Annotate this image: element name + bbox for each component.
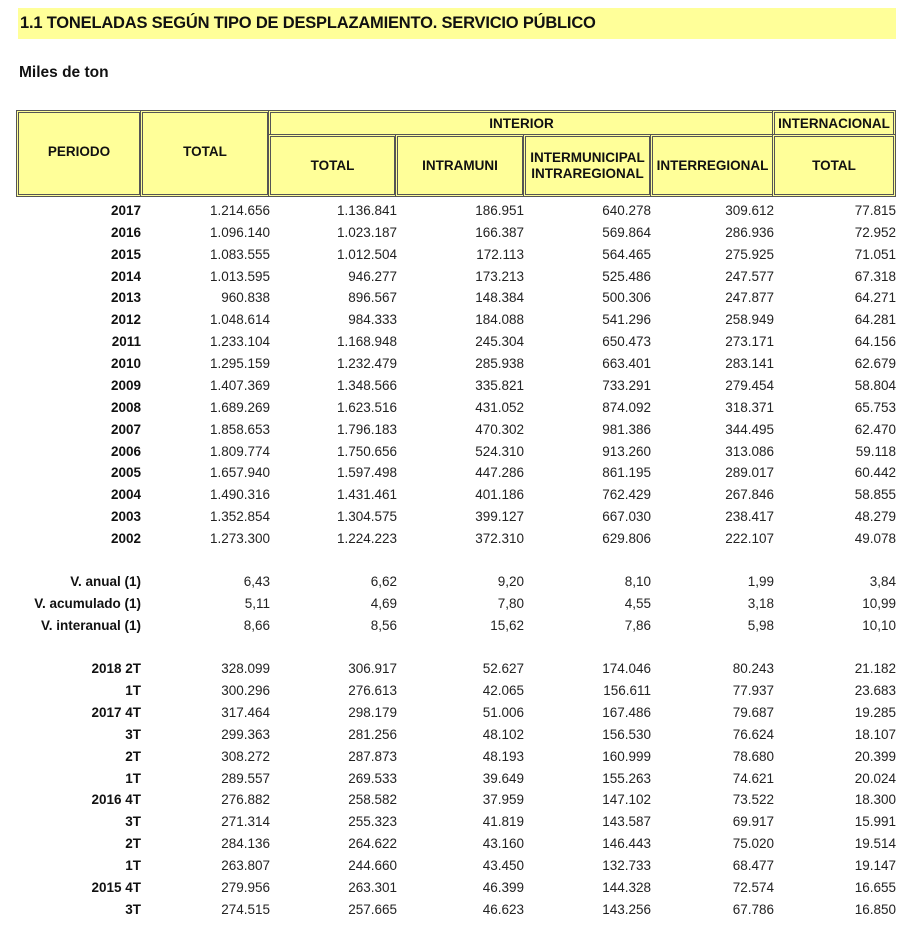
value-cell: 77.937 [732, 682, 774, 698]
value-cell: 49.078 [854, 531, 896, 547]
value-cell: 16.850 [854, 901, 896, 917]
value-cell: 1.431.461 [336, 487, 397, 503]
value-cell: 1.232.479 [336, 356, 397, 372]
value-cell: 15.991 [854, 814, 896, 830]
value-cell: 6,62 [370, 574, 397, 589]
value-cell: 629.806 [602, 531, 651, 547]
value-cell: 46.623 [482, 901, 524, 917]
value-cell: 1.304.575 [336, 509, 397, 525]
value-cell: 143.587 [602, 814, 651, 830]
header-periodo: PERIODO [16, 110, 142, 197]
period-cell: 1T [125, 858, 141, 874]
value-cell: 328.099 [221, 661, 270, 676]
annual-row [0, 223, 916, 245]
value-cell: 144.328 [602, 880, 651, 895]
value-cell: 247.877 [725, 290, 774, 306]
value-cell: 37.959 [482, 792, 524, 808]
period-cell: 2003 [110, 509, 141, 525]
annual-row [0, 485, 916, 507]
value-cell: 306.917 [348, 661, 397, 676]
value-cell: 344.495 [725, 421, 774, 437]
value-cell: 148.384 [475, 290, 524, 306]
value-cell: 52.627 [482, 661, 524, 676]
value-cell: 3,18 [747, 596, 774, 611]
period-cell: 2015 4T [91, 880, 141, 895]
quarterly-row [0, 790, 916, 812]
value-cell: 4,69 [370, 596, 397, 611]
value-cell: 1.796.183 [336, 421, 397, 437]
value-cell: 60.442 [854, 465, 896, 481]
value-cell: 184.088 [475, 312, 524, 328]
period-cell: 2007 [110, 421, 141, 437]
value-cell: 271.314 [221, 814, 270, 830]
value-cell: 143.256 [602, 901, 651, 917]
value-cell: 247.577 [725, 268, 774, 284]
period-cell: 3T [125, 901, 141, 917]
value-cell: 650.473 [602, 334, 651, 350]
period-cell: 2015 [110, 246, 141, 262]
value-cell: 7,86 [624, 618, 651, 633]
period-cell: 2011 [111, 334, 141, 350]
period-cell: 2013 [110, 290, 141, 306]
value-cell: 245.304 [475, 334, 524, 350]
value-cell: 174.046 [602, 661, 651, 676]
value-cell: 276.882 [221, 792, 270, 808]
value-cell: 132.733 [602, 858, 651, 874]
value-cell: 18.300 [854, 792, 896, 808]
annual-row [0, 201, 916, 223]
value-cell: 62.679 [854, 356, 896, 372]
value-cell: 10,99 [862, 596, 896, 611]
value-cell: 64.156 [854, 334, 896, 350]
value-cell: 470.302 [475, 421, 524, 437]
value-cell: 71.051 [854, 246, 896, 262]
value-cell: 1.689.269 [209, 399, 270, 415]
value-cell: 155.263 [602, 770, 651, 786]
annual-row [0, 442, 916, 464]
value-cell: 1.750.656 [336, 443, 397, 459]
period-cell: 2014 [110, 268, 141, 284]
value-cell: 861.195 [602, 465, 651, 481]
value-cell: 67.786 [732, 901, 774, 917]
value-cell: 981.386 [602, 421, 651, 437]
value-cell: 8,66 [243, 618, 270, 633]
value-cell: 16.655 [854, 880, 896, 895]
value-cell: 946.277 [348, 268, 397, 284]
value-cell: 160.999 [602, 748, 651, 764]
value-cell: 896.567 [348, 290, 397, 306]
period-cell: 2016 [110, 224, 141, 240]
value-cell: 1.096.140 [209, 224, 270, 240]
annual-row [0, 288, 916, 310]
annual-row [0, 529, 916, 551]
header-interregional: INTERREGIONAL [650, 134, 775, 197]
value-cell: 500.306 [602, 290, 651, 306]
quarterly-row [0, 659, 916, 681]
value-cell: 238.417 [725, 509, 774, 525]
value-cell: 960.838 [221, 290, 270, 306]
value-cell: 309.612 [725, 203, 774, 218]
period-cell: 2017 4T [91, 704, 141, 720]
value-cell: 1.013.595 [209, 268, 270, 284]
value-cell: 10,10 [862, 618, 896, 633]
value-cell: 283.141 [725, 356, 774, 372]
value-cell: 874.092 [602, 399, 651, 415]
value-cell: 20.399 [854, 748, 896, 764]
value-cell: 18.107 [854, 726, 896, 742]
value-cell: 74.621 [732, 770, 774, 786]
period-cell: 2006 [110, 443, 141, 459]
value-cell: 263.807 [221, 858, 270, 874]
quarterly-row [0, 747, 916, 769]
value-cell: 147.102 [602, 792, 651, 808]
value-cell: 1,99 [747, 574, 774, 589]
value-cell: 667.030 [602, 509, 651, 525]
header-intermunicipal-line1: INTERMUNICIPAL [530, 149, 645, 165]
value-cell: 762.429 [602, 487, 651, 503]
header-interior: INTERIOR [268, 110, 775, 137]
quarterly-row [0, 769, 916, 791]
value-cell: 69.917 [732, 814, 774, 830]
value-cell: 1.083.555 [209, 246, 270, 262]
value-cell: 43.160 [482, 836, 524, 852]
value-cell: 313.086 [725, 443, 774, 459]
value-cell: 279.956 [221, 880, 270, 895]
value-cell: 1.023.187 [336, 224, 397, 240]
quarterly-row [0, 900, 916, 922]
annual-row [0, 310, 916, 332]
value-cell: 663.401 [602, 356, 651, 372]
value-cell: 258.582 [348, 792, 397, 808]
annual-row [0, 354, 916, 376]
value-cell: 3,84 [869, 574, 896, 589]
period-cell: 2009 [110, 377, 141, 393]
period-cell: 3T [125, 814, 141, 830]
value-cell: 984.333 [348, 312, 397, 328]
header-internacional: INTERNACIONAL [772, 110, 896, 137]
value-cell: 372.310 [475, 531, 524, 547]
value-cell: 300.296 [221, 682, 270, 698]
value-cell: 6,43 [243, 574, 270, 589]
quarterly-row [0, 856, 916, 878]
value-cell: 19.147 [854, 858, 896, 874]
value-cell: 51.006 [482, 704, 524, 720]
value-cell: 267.846 [725, 487, 774, 503]
value-cell: 257.665 [348, 901, 397, 917]
value-cell: 76.624 [732, 726, 774, 742]
value-cell: 48.279 [854, 509, 896, 525]
annual-row [0, 507, 916, 529]
value-cell: 173.213 [475, 268, 524, 284]
header-intermunicipal [523, 134, 652, 197]
value-cell: 1.273.300 [209, 531, 270, 547]
value-cell: 15,62 [490, 618, 524, 633]
period-cell: 2005 [110, 465, 141, 481]
annual-row [0, 463, 916, 485]
value-cell: 7,80 [497, 596, 524, 611]
value-cell: 308.272 [221, 748, 270, 764]
value-cell: 62.470 [854, 421, 896, 437]
value-cell: 72.574 [732, 880, 774, 895]
value-cell: 255.323 [348, 814, 397, 830]
value-cell: 318.371 [725, 399, 774, 415]
value-cell: 1.858.653 [209, 421, 270, 437]
period-cell: 1T [125, 682, 141, 698]
value-cell: 286.936 [725, 224, 774, 240]
header-intermunicipal-line2: INTRAREGIONAL [531, 165, 644, 181]
value-cell: 75.020 [732, 836, 774, 852]
period-cell: 2012 [110, 312, 141, 328]
value-cell: 640.278 [602, 203, 651, 218]
value-cell: 156.530 [602, 726, 651, 742]
value-cell: 41.819 [482, 814, 524, 830]
value-cell: 1.233.104 [209, 334, 270, 350]
value-cell: 46.399 [482, 880, 524, 895]
value-cell: 20.024 [854, 770, 896, 786]
period-cell: 2004 [110, 487, 141, 503]
value-cell: 8,56 [370, 618, 397, 633]
title-banner [18, 8, 896, 39]
quarterly-row [0, 703, 916, 725]
period-cell: 2018 2T [91, 661, 141, 676]
value-cell: 1.809.774 [209, 443, 270, 459]
value-cell: 284.136 [221, 836, 270, 852]
value-cell: 269.533 [348, 770, 397, 786]
value-cell: 79.687 [732, 704, 774, 720]
value-cell: 68.477 [732, 858, 774, 874]
value-cell: 1.168.948 [336, 334, 397, 350]
quarterly-row [0, 725, 916, 747]
value-cell: 166.387 [475, 224, 524, 240]
value-cell: 399.127 [475, 509, 524, 525]
value-cell: 65.753 [854, 399, 896, 415]
value-cell: 1.352.854 [209, 509, 270, 525]
value-cell: 222.107 [725, 531, 774, 547]
value-cell: 167.486 [602, 704, 651, 720]
variation-row [0, 572, 916, 594]
header-intramuni: INTRAMUNI [395, 134, 525, 197]
table-header [16, 110, 896, 197]
value-cell: 146.443 [602, 836, 651, 852]
value-cell: 258.949 [725, 312, 774, 328]
value-cell: 9,20 [497, 574, 524, 589]
period-cell: 2T [125, 748, 141, 764]
value-cell: 541.296 [602, 312, 651, 328]
value-cell: 1.348.566 [336, 377, 397, 393]
value-cell: 77.815 [854, 203, 896, 218]
period-cell: 2008 [110, 399, 141, 415]
value-cell: 67.318 [854, 268, 896, 284]
quarterly-row [0, 834, 916, 856]
period-cell: 2017 [110, 203, 141, 218]
value-cell: 19.514 [854, 836, 896, 852]
annual-row [0, 332, 916, 354]
value-cell: 21.182 [854, 661, 896, 676]
value-cell: 73.522 [732, 792, 774, 808]
quarterly-row [0, 681, 916, 703]
value-cell: 1.136.841 [336, 203, 397, 218]
value-cell: 281.256 [348, 726, 397, 742]
value-cell: 273.171 [725, 334, 774, 350]
value-cell: 48.193 [482, 748, 524, 764]
value-cell: 78.680 [732, 748, 774, 764]
value-cell: 569.864 [602, 224, 651, 240]
value-cell: 431.052 [475, 399, 524, 415]
value-cell: 276.613 [348, 682, 397, 698]
value-cell: 8,10 [624, 574, 651, 589]
period-cell: 2010 [110, 356, 141, 372]
value-cell: 525.486 [602, 268, 651, 284]
annual-row [0, 267, 916, 289]
value-cell: 1.224.223 [336, 531, 397, 547]
variation-row [0, 616, 916, 638]
annual-row [0, 420, 916, 442]
value-cell: 263.301 [348, 880, 397, 895]
period-cell: 1T [125, 770, 141, 786]
value-cell: 58.804 [854, 377, 896, 393]
quarterly-row [0, 812, 916, 834]
value-cell: 1.657.940 [209, 465, 270, 481]
value-cell: 447.286 [475, 465, 524, 481]
value-cell: 58.855 [854, 487, 896, 503]
value-cell: 1.295.159 [209, 356, 270, 372]
value-cell: 244.660 [348, 858, 397, 874]
value-cell: 4,55 [624, 596, 651, 611]
period-cell: 2002 [110, 531, 141, 547]
value-cell: 172.113 [476, 246, 524, 262]
value-cell: 23.683 [854, 682, 896, 698]
header-internacional-total: TOTAL [772, 134, 896, 197]
period-cell: 3T [125, 726, 141, 742]
value-cell: 59.118 [855, 443, 896, 459]
value-cell: 1.597.498 [336, 465, 397, 481]
header-interior-total: TOTAL [268, 134, 397, 197]
value-cell: 72.952 [854, 224, 896, 240]
period-cell: V. interanual (1) [40, 618, 141, 633]
value-cell: 287.873 [348, 748, 397, 764]
value-cell: 279.454 [725, 377, 774, 393]
period-cell: V. anual (1) [70, 574, 141, 589]
period-cell: 2016 4T [91, 792, 141, 808]
value-cell: 289.557 [221, 770, 270, 786]
period-cell: 2T [125, 836, 141, 852]
value-cell: 274.515 [221, 901, 270, 917]
value-cell: 524.310 [475, 443, 524, 459]
value-cell: 401.186 [475, 487, 524, 503]
value-cell: 264.622 [348, 836, 397, 852]
value-cell: 299.363 [221, 726, 270, 742]
units-label: Miles de ton [19, 64, 109, 81]
value-cell: 1.623.516 [336, 399, 397, 415]
header-total: TOTAL [140, 110, 270, 197]
variation-row [0, 594, 916, 616]
value-cell: 298.179 [348, 704, 397, 720]
value-cell: 19.285 [854, 704, 896, 720]
value-cell: 335.821 [475, 377, 524, 393]
value-cell: 64.271 [854, 290, 896, 306]
value-cell: 285.938 [475, 356, 524, 372]
value-cell: 275.925 [725, 246, 774, 262]
value-cell: 43.450 [482, 858, 524, 874]
value-cell: 1.407.369 [209, 377, 270, 393]
value-cell: 733.291 [602, 377, 651, 393]
value-cell: 564.465 [602, 246, 651, 262]
value-cell: 42.065 [482, 682, 524, 698]
value-cell: 156.611 [603, 682, 651, 698]
period-cell: V. acumulado (1) [34, 596, 141, 611]
quarterly-row [0, 878, 916, 900]
page-title: 1.1 TONELADAS SEGÚN TIPO DE DESPLAZAMIENTO. SERVICIO PÚBLICO [20, 14, 596, 32]
annual-row [0, 398, 916, 420]
value-cell: 5,98 [747, 618, 774, 633]
value-cell: 913.260 [602, 443, 651, 459]
annual-row [0, 245, 916, 267]
value-cell: 80.243 [732, 661, 774, 676]
value-cell: 1.048.614 [209, 312, 270, 328]
value-cell: 64.281 [854, 312, 896, 328]
annual-row [0, 376, 916, 398]
value-cell: 317.464 [221, 704, 270, 720]
value-cell: 39.649 [482, 770, 524, 786]
value-cell: 1.490.316 [209, 487, 270, 503]
value-cell: 186.951 [475, 203, 524, 218]
value-cell: 1.214.656 [209, 203, 270, 218]
value-cell: 48.102 [482, 726, 524, 742]
value-cell: 5,11 [244, 596, 270, 611]
value-cell: 1.012.504 [336, 246, 397, 262]
value-cell: 289.017 [725, 465, 774, 481]
